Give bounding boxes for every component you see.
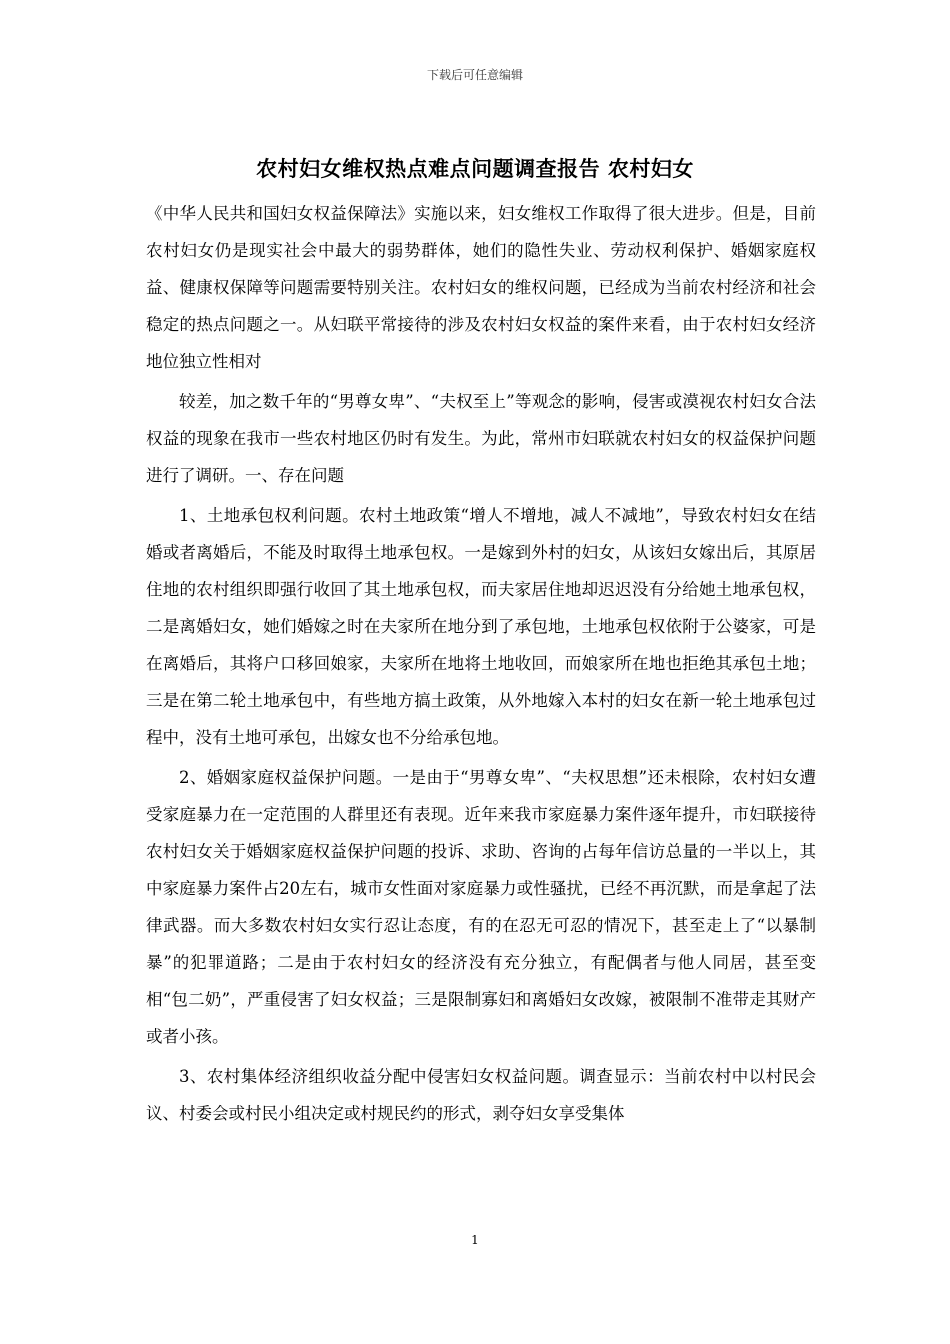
- paragraph-marriage-family: 2、婚姻家庭权益保护问题。一是由于“男尊女卑”、“夫权思想”还未根除，农村妇女遭受家庭暴力在一定范围的人群里还有表现。近年来我市家庭暴力案件逐年提升，市妇联接待农村妇女关于婚姻家庭权益保护问题的投诉、求助、咨询的占每年信访总量的一半以上，其中家庭暴力案件占20左右，城市女性面对家庭暴力或性骚扰，已经不再沉默，而是拿起了法律武器。而大多数农村妇女实行忍让态度，有的在忍无可忍的情况下，甚至走上了“以暴制暴”的犯罪道路；二是由于农村妇女的经济没有充分独立，有配偶者与他人同居，甚至变相“包二奶”，严重侵害了妇女权益；三是限制寡妇和离婚妇女改嫁，被限制不准带走其财产或者小孩。: [146, 768, 816, 1046]
- page-number: 1: [471, 1233, 479, 1247]
- document-body: [146, 195, 816, 1132]
- document-title: 农村妇女维权热点难点问题调查报告 农村妇女: [256, 156, 694, 181]
- page-header: 下载后可任意编辑: [426, 68, 523, 82]
- paragraph-continuation: 较差，加之数千年的“男尊女卑”、“夫权至上”等观念的影响，侵害或漠视农村妇女合法权益的现象在我市一些农村地区仍时有发生。为此，常州市妇联就农村妇女的权益保护问题进行了调研。一、存在问题: [146, 392, 816, 485]
- paragraph-collective-income: 3、农村集体经济组织收益分配中侵害妇女权益问题。调查显示：当前农村中以村民会议、村委会或村民小组决定或村规民约的形式，剥夺妇女享受集体: [146, 1067, 816, 1123]
- paragraph-intro: 《中华人民共和国妇女权益保障法》实施以来，妇女维权工作取得了很大进步。但是，目前农村妇女仍是现实社会中最大的弱势群体，她们的隐性失业、劳动权利保护、婚姻家庭权益、健康权保障等问题需要特别关注。农村妇女的维权问题，已经成为当前农村经济和社会稳定的热点问题之一。从妇联平常接待的涉及农村妇女权益的案件来看，由于农村妇女经济地位独立性相对: [146, 204, 816, 371]
- paragraph-land-contract: 1、土地承包权利问题。农村土地政策“增人不增地，减人不减地”，导致农村妇女在结婚或者离婚后，不能及时取得土地承包权。一是嫁到外村的妇女，从该妇女嫁出后，其原居住地的农村组织即强行收回了其土地承包权，而夫家居住地却迟迟没有分给她土地承包权，二是离婚妇女，她们婚嫁之时在夫家所在地分到了承包地，土地承包权依附于公婆家，可是在离婚后，其将户口移回娘家，夫家所在地将土地收回，而娘家所在地也拒绝其承包土地；三是在第二轮土地承包中，有些地方搞土政策，从外地嫁入本村的妇女在新一轮土地承包过程中，没有土地可承包，出嫁女也不分给承包地。: [146, 506, 816, 747]
